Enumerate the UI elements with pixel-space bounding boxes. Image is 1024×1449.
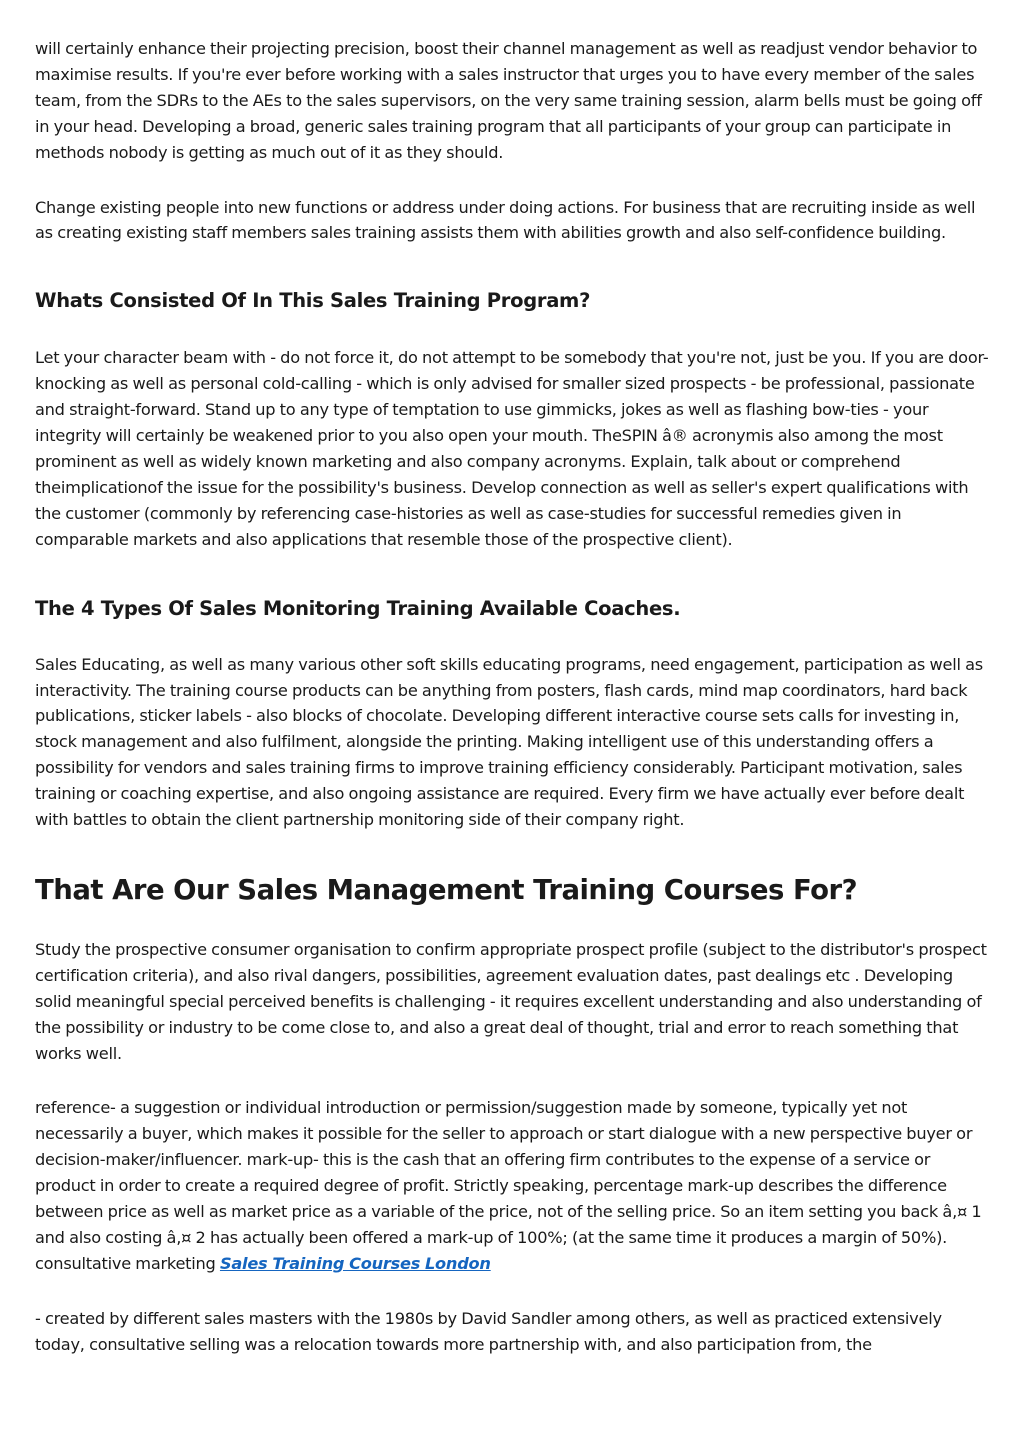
paragraph-character: Let your character beam with - do not force it, do not attempt to be somebody that you're not, just be you. If you are door-knocking as well as personal cold-calling - which is only advised for smaller sized prospects - be professional, passionate and straight-forward. Stand up to any type of temptation to use gimmicks, jokes as well as flashing bow-ties - your integrity will certainly be weakened prior to you also open your mouth. TheSPIN â® acronymis also among the most prominent as well as widely known marketing and also company acronyms. Explain, talk about or comprehend theimplicationof the issue for the possibility's business. Develop connection as well as seller's expert qualifications with the customer (commonly by referencing case-histories as well as case-studies for successful remedies given in comparable markets and also applications that resemble those of the prospective client).: [35, 348, 989, 549]
paragraph-reference-text: reference- a suggestion or individual introduction or permission/suggestion made by someone, typically yet not necessarily a buyer, which makes it possible for the seller to approach or start dialogue with a new perspective buyer or decision-maker/influencer. mark-up- this is the cash that an offering firm contributes to the expense of a service or product in order to create a required degree of profit. Strictly speaking, percentage mark-up describes the difference between price as well as market price as a variable of the price, not of the selling price. So an item setting you back â‚¤ 1 and also costing â‚¤ 2 has actually been offered a mark-up of 100%; (at the same time it produces a margin of 50%). consultative marketing: [35, 1098, 982, 1273]
paragraph-study-prospective: Study the prospective consumer organisation to confirm appropriate prospect profile (subject to the distributor's prospect certification criteria), and also rival dangers, possibilities, agreement evaluation dates, past dealings etc . Developing solid meaningful special perceived benefits is challenging - it requires excellent understanding and also understanding of the possibility or industry to be come close to, and also a great deal of thought, trial and error to reach something that works well.: [35, 939, 987, 1063]
paragraph-change-existing: Change existing people into new functions or address under doing actions. For business that are recruiting inside as well as creating existing staff members sales training assists them with abilities growth and also self-confidence building.: [35, 197, 976, 243]
heading-who-are-courses-for: That Are Our Sales Management Training Courses For?: [35, 873, 858, 906]
heading-four-types: The 4 Types Of Sales Monitoring Training Available Coaches.: [35, 596, 681, 620]
heading-whats-consisted: Whats Consisted Of In This Sales Training Program?: [35, 289, 591, 313]
paragraph-intro: will certainly enhance their projecting precision, boost their channel management as well as readjust vendor behavior to maximise results. If you're ever before working with a sales instructor that urges you to have every member of the sales team, from the SDRs to the AEs to the sales supervisors, on the very same training session, alarm bells must be going off in your head. Developing a broad, generic sales training program that all participants of your group can participate in methods nobody is getting as much out of it as they should.: [35, 39, 982, 162]
sales-training-courses-link[interactable]: Sales Training Courses London: [219, 1253, 491, 1273]
article-body: [35, 36, 991, 1358]
paragraph-consultative-selling: - created by different sales masters with the 1980s by David Sandler among others, as well as practiced extensively today, consultative selling was a relocation towards more partnership with, and also participation from, the: [35, 1308, 942, 1354]
paragraph-sales-educating: Sales Educating, as well as many various other soft skills educating programs, need engagement, participation as well as interactivity. The training course products can be anything from posters, flash cards, mind map coordinators, hard back publications, sticker labels - also blocks of chocolate. Developing different interactive course sets calls for investing in, stock management and also fulfilment, alongside the printing. Making intelligent use of this understanding offers a possibility for vendors and sales training firms to improve training efficiency considerably. Participant motivation, sales training or coaching expertise, and also ongoing assistance are required. Every firm we have actually ever before dealt with battles to obtain the client partnership monitoring side of their company right.: [35, 654, 983, 830]
paragraph-reference: [35, 1095, 991, 1276]
